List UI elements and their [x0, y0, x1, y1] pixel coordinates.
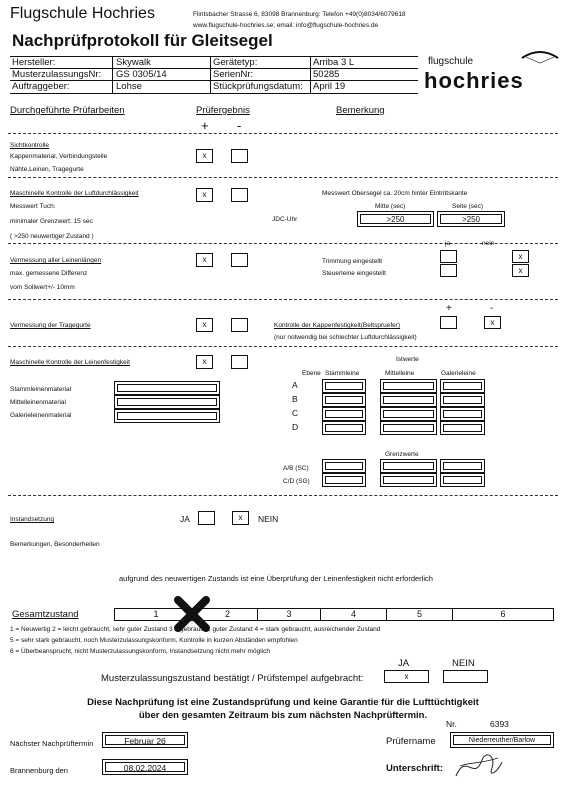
sicht-minus-checkbox[interactable]	[231, 149, 248, 163]
trage-title: Vermessung der Tragegurte	[10, 322, 91, 329]
col-arbeiten: Durchgeführte Prüfarbeiten	[10, 105, 125, 116]
signature-image	[452, 748, 504, 782]
col-plus: +	[201, 118, 209, 133]
datum-value: April 19	[313, 81, 346, 92]
grenz-mittel-ab[interactable]	[380, 459, 437, 473]
luft-seite-value: >250	[440, 214, 502, 224]
ist-stamm-d[interactable]	[322, 421, 366, 435]
ist-mittel-a[interactable]	[380, 379, 437, 393]
sicht-line2: Nähte,Leinen, Tragegurte	[10, 166, 84, 173]
geraet-value: Arriba 3 L	[313, 57, 355, 68]
kappe-note: (nur notwendig bei schlechter Luftdurchlässigkeit)	[274, 334, 417, 341]
luft-mitte-value: >250	[360, 214, 431, 224]
cd-label: C/D (SG)	[283, 478, 310, 485]
school-web: www.flugschule-hochries.se; email: info@flugschule-hochries.de	[193, 22, 379, 29]
instand-ja-checkbox[interactable]	[198, 511, 215, 525]
auftrag-value: Lohse	[116, 81, 142, 92]
datum-label: Stückprüfungsdatum:	[213, 81, 303, 92]
instand-label: Instandsetzung	[10, 516, 55, 523]
grenzwerte-label: Grenzwerte	[385, 451, 419, 458]
date-field[interactable]	[102, 759, 188, 775]
luft-seite-label: Seite (sec)	[452, 203, 484, 210]
material-label-stamm: Stammleinenmaterial	[10, 386, 72, 393]
leinen-line2: vom Sollwert+/- 10mm	[10, 284, 75, 291]
grenz-stamm-ab[interactable]	[322, 459, 366, 473]
hersteller-label: Hersteller:	[12, 57, 56, 68]
avb-label: A/B (SC)	[283, 465, 309, 472]
luft-mitte-field[interactable]	[357, 211, 434, 227]
material-label-mittel: Mittelleinenmaterial	[10, 399, 66, 406]
instand-nein-label: NEIN	[258, 514, 279, 524]
galerie-col-label: Galerieleine	[441, 370, 476, 377]
scale-3[interactable]: 3	[257, 608, 321, 621]
scale-1[interactable]: 1	[114, 608, 198, 621]
kappe-plus-checkbox[interactable]	[440, 316, 457, 329]
stempel-nein-label: NEIN	[452, 658, 475, 669]
grenz-mittel-cd[interactable]	[380, 473, 437, 487]
hersteller-value: Skywalk	[116, 57, 151, 68]
notice-text: aufgrund des neuwertigen Zustands ist eine Überprüfung der Leinenfestigkeit nicht erforderlich	[119, 574, 433, 583]
luft-minus-checkbox[interactable]	[231, 188, 248, 202]
leinen-minus-checkbox[interactable]	[231, 253, 248, 267]
trim-nein-checkbox[interactable]: x	[512, 250, 529, 263]
trimmung-label: Trimmung eingestellt	[322, 258, 383, 265]
school-name: Flugschule Hochries	[10, 5, 155, 22]
festigkeit-title: Maschinelle Kontrolle der Leinenfestigkeit	[10, 359, 130, 366]
level-b: B	[292, 394, 298, 404]
steuer-ja-checkbox[interactable]	[440, 264, 457, 277]
steuer-label: Steuerleine eingestellt	[322, 270, 386, 277]
ist-mittel-d[interactable]	[380, 421, 437, 435]
next-label: Nächster Nachprüftermin	[10, 739, 94, 748]
scale-5[interactable]: 5	[386, 608, 453, 621]
scale-2[interactable]: 2	[197, 608, 258, 621]
next-field[interactable]	[102, 732, 188, 748]
gesamt-label: Gesamtzustand	[12, 609, 79, 620]
instand-ja-label: JA	[180, 514, 190, 524]
serie-label: SerienNr:	[213, 69, 254, 80]
luft-device: JDC-Uhr	[272, 216, 298, 223]
level-c: C	[292, 408, 299, 418]
muster-value: GS 0305/14	[116, 69, 167, 80]
paraglider-icon	[520, 46, 560, 64]
level-a: A	[292, 380, 298, 390]
ist-mittel-c[interactable]	[380, 407, 437, 421]
serie-value: 50285	[313, 69, 340, 80]
kappe-minus-checkbox[interactable]: x	[484, 316, 501, 329]
ist-galerie-b[interactable]	[440, 393, 485, 407]
legend-line1: 1 = Neuwertig 2 = leicht gebraucht, sehr guter Zustand 3 = gebraucht, guter Zustand 4 = stark gebraucht, ausreichender Zustand	[10, 626, 381, 633]
ebene-label: Ebene	[302, 370, 321, 377]
luft-note: Messwert Obersegel ca. 20cm hinter Eintrittskante	[322, 190, 468, 197]
leinen-nein-label: nein	[482, 240, 495, 247]
stempel-label: Musterzulassungszustand bestätigt / Prüfstempel aufgebracht:	[101, 673, 364, 684]
disclaimer-line1: Diese Nachprüfung ist eine Zustandsprüfung und keine Garantie für die Lufttüchtigkeit	[87, 697, 479, 708]
leinen-title: Vermessung aller Leinenlängen	[10, 257, 102, 264]
kappe-minus-label: -	[490, 303, 494, 314]
sicht-title: Sichtkontrolle	[10, 142, 50, 149]
stamm-col-label: Stammleine	[325, 370, 360, 377]
scale-4[interactable]: 4	[320, 608, 387, 621]
leinen-ja-label: ja	[445, 240, 451, 247]
luft-mitte-label: Mitte (sec)	[375, 203, 406, 210]
col-minus: -	[237, 118, 242, 133]
legend-line2: 5 = sehr stark gebraucht, noch Musterzulassungskonform, Kontrolle in kurzen Abständen empfohlen	[10, 637, 298, 644]
grenz-galerie-cd[interactable]	[440, 473, 485, 487]
level-d: D	[292, 422, 299, 432]
sicht-plus-checkbox[interactable]: x	[196, 149, 213, 163]
disclaimer-line2: über den gesamten Zeitraum bis zum nächsten Nachprüftermin.	[138, 710, 428, 721]
kappe-plus-label: +	[446, 303, 452, 314]
ist-galerie-a[interactable]	[440, 379, 485, 393]
luft-plus-checkbox[interactable]: x	[196, 188, 213, 202]
ist-galerie-c[interactable]	[440, 407, 485, 421]
next-value: Februar 26	[105, 735, 185, 745]
ist-stamm-c[interactable]	[322, 407, 366, 421]
muster-label: MusterzulassungsNr:	[12, 69, 102, 80]
mittel-col-label: Mittelleine	[385, 370, 415, 377]
col-bemerkung: Bemerkung	[336, 105, 385, 116]
grenz-galerie-ab[interactable]	[440, 459, 485, 473]
ist-mittel-b[interactable]	[380, 393, 437, 407]
bemerkungen-label: Bemerkungen, Besonderheiten	[10, 541, 100, 548]
material-field-stamm[interactable]	[114, 381, 220, 395]
ist-stamm-a[interactable]	[322, 379, 366, 393]
instand-nein-checkbox[interactable]: x	[232, 511, 249, 525]
leinen-line1: max. gemessene Differenz	[10, 270, 88, 277]
sign-label: Unterschrift:	[386, 763, 444, 774]
festigkeit-minus-checkbox[interactable]	[231, 355, 248, 369]
sicht-line1: Kappenmaterial, Verbindungsteile	[10, 153, 108, 160]
stempel-ja-checkbox[interactable]: x	[384, 670, 429, 683]
istwerte-label: Istwerte	[396, 356, 419, 363]
luft-seite-field[interactable]	[437, 211, 505, 227]
logo-top-text: flugschule	[428, 56, 474, 67]
place-label: Brannenburg den	[10, 766, 68, 775]
leinen-plus-checkbox[interactable]: x	[196, 253, 213, 267]
festigkeit-plus-checkbox[interactable]: x	[196, 355, 213, 369]
pruefer-label: Prüfername	[386, 736, 436, 747]
logo-main-text: hochries	[424, 68, 524, 93]
pruefer-value: Niederreuther/Barlow	[453, 735, 551, 745]
auftrag-label: Auftraggeber:	[12, 81, 70, 92]
material-field-galerie[interactable]	[114, 409, 220, 423]
page-title: Nachprüfprotokoll für Gleitsegel	[12, 31, 273, 50]
date-value: 08.02.2024	[105, 762, 185, 772]
pruefer-field[interactable]	[450, 732, 554, 748]
luft-line2: minimaler Grenzwert: 15 sec	[10, 218, 93, 225]
trim-ja-checkbox[interactable]	[440, 250, 457, 263]
luft-line1: Messwert Tuch:	[10, 203, 56, 210]
scale-6[interactable]: 6	[452, 608, 554, 621]
material-label-galerie: Galerieleinenmaterial	[10, 412, 72, 419]
nr-label: Nr.	[446, 719, 457, 729]
legend-line3: 6 = Überbeansprucht, nicht Musterzulassungskonform, Instandsetzung nicht mehr möglich	[10, 648, 270, 655]
school-address: Flintsbacher Strasse 6, 83098 Brannenburg: Telefon +49(0)8034/6079618	[193, 11, 406, 18]
geraet-label: Gerätetyp:	[213, 57, 258, 68]
col-ergebnis: Prüfergebnis	[196, 105, 250, 116]
stempel-ja-label: JA	[398, 658, 410, 669]
luft-title: Maschinelle Kontrolle der Luftdurchlässigkeit	[10, 190, 139, 197]
ist-stamm-b[interactable]	[322, 393, 366, 407]
school-logo	[420, 42, 560, 97]
ist-galerie-d[interactable]	[440, 421, 485, 435]
stempel-nein-checkbox[interactable]	[443, 670, 488, 683]
steuer-nein-checkbox[interactable]: x	[512, 264, 529, 277]
trage-minus-checkbox[interactable]	[231, 318, 248, 332]
kappe-title: Kontrolle der Kappenfestigkeit(Beltspruefer)	[274, 322, 401, 329]
luft-line3: ( >250 neuwertiger Zustand )	[10, 233, 94, 240]
nr-value: 6393	[490, 719, 509, 729]
grenz-stamm-cd[interactable]	[322, 473, 366, 487]
material-field-mittel[interactable]	[114, 395, 220, 409]
trage-plus-checkbox[interactable]: x	[196, 318, 213, 332]
